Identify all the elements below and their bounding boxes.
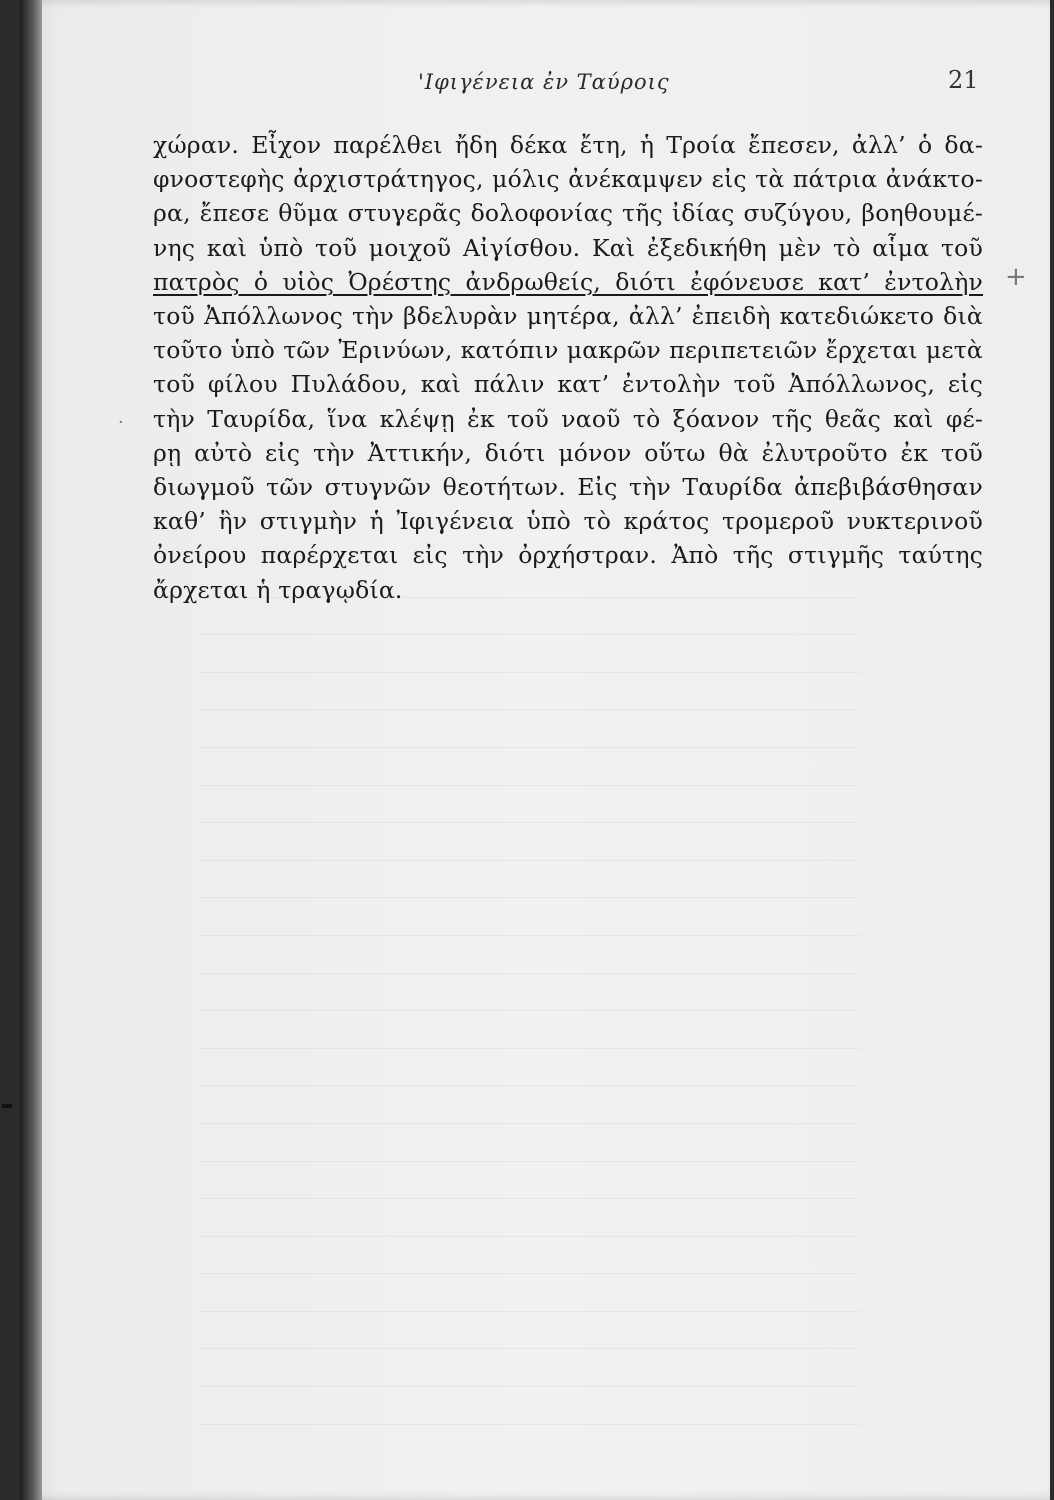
page-number: 21 [948, 66, 979, 94]
margin-tick-mark: · [118, 412, 124, 433]
text-line: τοῦ φίλου Πυλάδου, καὶ πάλιν κατ’ ἐντολὴν τοῦ Ἀπόλλωνος, εἰς [153, 370, 983, 399]
text-line: καθ’ ἣν στιγμὴν ἡ Ἰφιγένεια ὑπὸ τὸ κράτος τρομεροῦ νυκτερινοῦ [153, 507, 983, 536]
text-line: διωγμοῦ τῶν στυγνῶν θεοτήτων. Εἰς τὴν Ταυρίδα ἀπεβιβάσθησαν [153, 473, 983, 502]
text-line: ρῃ αὐτὸ εἰς τὴν Ἀττικήν, διότι μόνον οὕτω θὰ ἐλυτροῦτο ἐκ τοῦ [153, 438, 983, 467]
text-line: φνοστεφὴς ἀρχιστράτηγος, μόλις ἀνέκαμψεν εἰς τὰ πάτρια ἀνάκτο- [153, 165, 983, 194]
text-line: ρα, ἔπεσε θῦμα στυγερᾶς δολοφονίας τῆς ἰδίας συζύγου, βοηθουμέ- [153, 199, 983, 228]
text-line: ὀνείρου παρέρχεται εἰς τὴν ὀρχήστραν. Ἀπὸ τῆς στιγμῆς ταύτης [153, 541, 983, 570]
text-line: νης καὶ ὑπὸ τοῦ μοιχοῦ Αἰγίσθου. Καὶ ἐξεδικήθη μὲν τὸ αἷμα τοῦ [153, 233, 983, 262]
text-line: χώραν. Εἶχον παρέλθει ἤδη δέκα ἔτη, ἡ Τροία ἔπεσεν, ἀλλ’ ὁ δα- [153, 131, 983, 159]
book-spine-shadow [20, 0, 42, 1500]
book-page [20, 0, 1050, 1500]
text-line: τοῦτο ὑπὸ τῶν Ἐρινύων, κατόπιν μακρῶν περιπετειῶν ἔρχεται μετὰ [153, 336, 983, 365]
running-title: 'Ιφιγένεια ἐν Ταύροις [418, 70, 670, 94]
margin-plus-mark: + [1005, 262, 1027, 292]
text-line: τοῦ Ἀπόλλωνος τὴν βδελυρὰν μητέρα, ἀλλ’ ἐπειδὴ κατεδιώκετο διὰ [153, 302, 983, 331]
edge-mark [2, 1104, 12, 1108]
text-line-underlined: πατρὸς ὁ υἱὸς Ὀρέστης ἀνδρωθείς, διότι ἐφόνευσε κατ’ ἐντολὴν [153, 267, 983, 296]
text-line: τὴν Ταυρίδα, ἵνα κλέψῃ ἐκ τοῦ ναοῦ τὸ ξόανον τῆς θεᾶς καὶ φέ- [153, 404, 983, 433]
body-paragraph [153, 128, 983, 607]
bleed-through-texture [200, 560, 860, 1425]
text-line-last: ἄρχεται ἡ τραγῳδία. [153, 575, 403, 604]
